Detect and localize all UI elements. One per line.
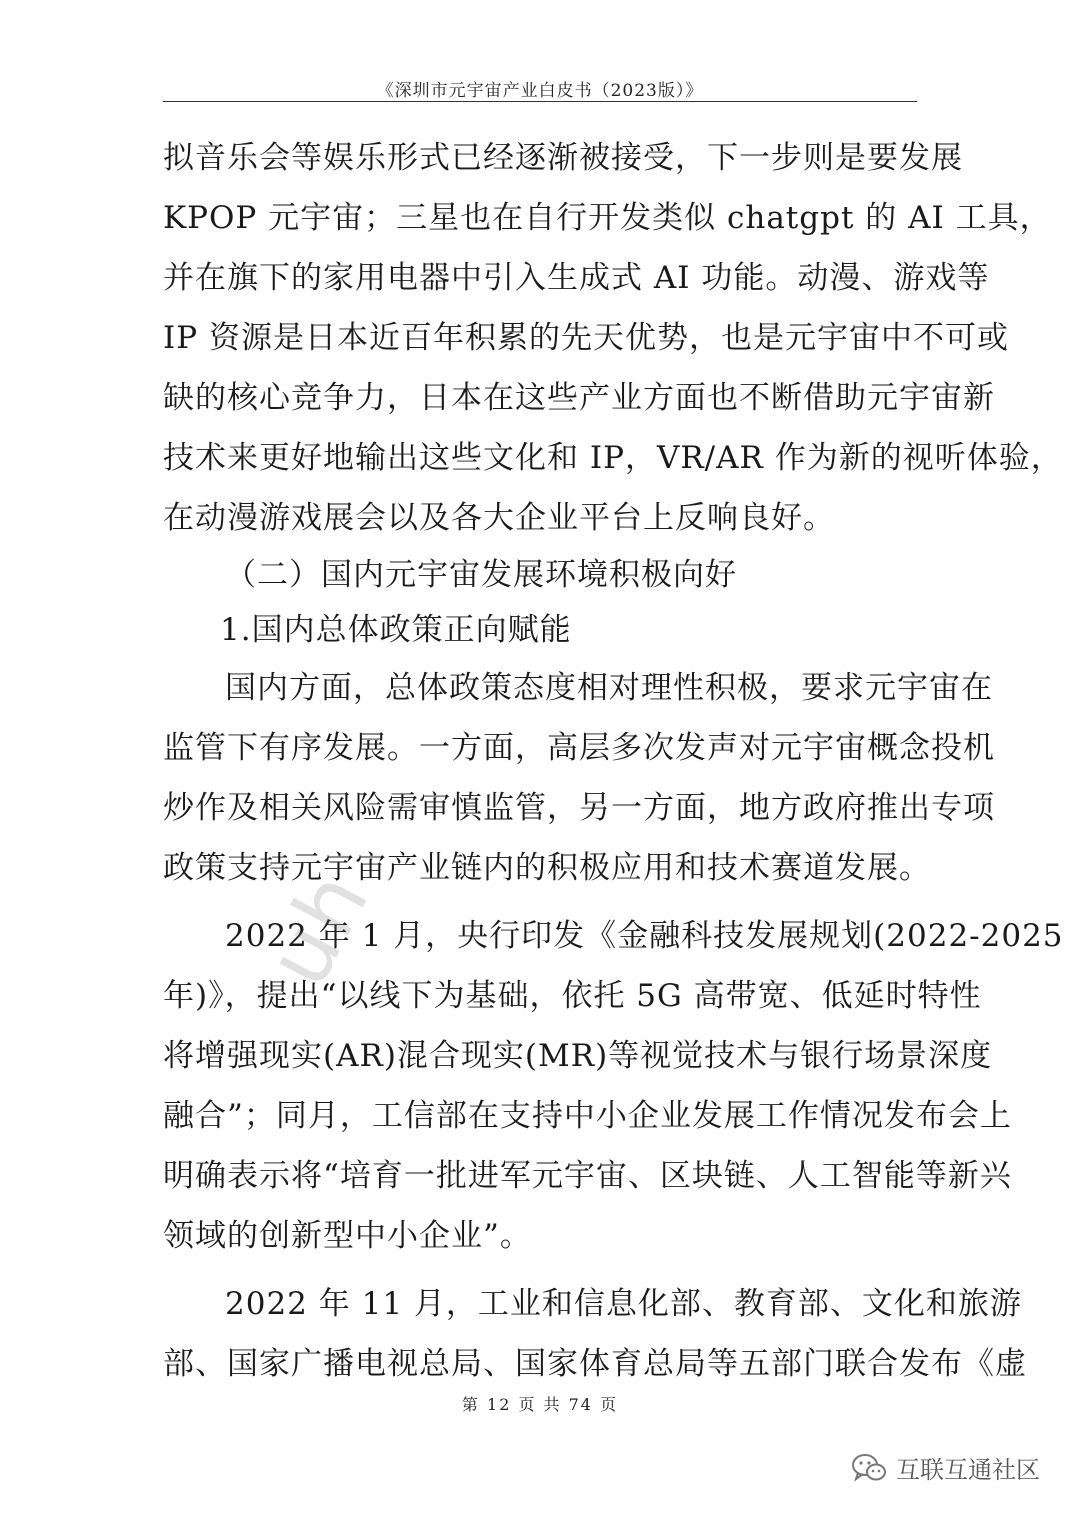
text-line: 融合”；同月，工信部在支持中小企业发展工作情况发布会上 xyxy=(163,1098,1012,1134)
text-line: 2022 年 1 月，央行印发《金融科技发展规划(2022-2025 xyxy=(225,918,1064,954)
text-line: 将增强现实(AR)混合现实(MR)等视觉技术与银行场景深度 xyxy=(163,1038,993,1074)
source-name: 互联互通社区 xyxy=(896,1456,1040,1484)
document-body xyxy=(163,128,1064,1394)
source-attribution xyxy=(852,1450,1040,1485)
text-line: 2022 年 11 月，工业和信息化部、教育部、文化和旅游 xyxy=(225,1286,1022,1322)
text-line: 炒作及相关风险需审慎监管，另一方面，地方政府推出专项 xyxy=(163,790,995,826)
text-line: 技术来更好地输出这些文化和 IP，VR/AR 作为新的视听体验， xyxy=(163,440,1063,476)
watermark: uh xyxy=(248,855,390,1002)
page-number: 第 12 页 共 74 页 xyxy=(461,1395,619,1414)
text-line: 部、国家广播电视总局、国家体育总局等五部门联合发布《虚 xyxy=(163,1346,1027,1382)
text-line: 明确表示将“培育一批进军元宇宙、区块链、人工智能等新兴 xyxy=(163,1158,1012,1194)
text-line: 在动漫游戏展会以及各大企业平台上反响良好。 xyxy=(163,500,835,536)
text-line: 领域的创新型中小企业”。 xyxy=(163,1218,532,1254)
text-line: KPOP 元宇宙；三星也在自行开发类似 chatgpt 的 AI 工具， xyxy=(163,200,1052,236)
header-divider xyxy=(163,101,917,102)
paragraph-gap xyxy=(163,1266,923,1274)
document-header: 《深圳市元宇宙产业白皮书（2023版）》 xyxy=(376,81,704,101)
text-line: 国内方面，总体政策态度相对理性积极，要求元宇宙在 xyxy=(225,670,993,706)
text-line: 缺的核心竞争力，日本在这些产业方面也不断借助元宇宙新 xyxy=(163,380,995,416)
wechat-icon xyxy=(852,1453,886,1483)
section-heading: （二）国内元宇宙发展环境积极向好 xyxy=(225,557,737,593)
subsection-heading: 1.国内总体政策正向赋能 xyxy=(220,612,572,648)
text-line: 并在旗下的家用电器中引入生成式 AI 功能。动漫、游戏等 xyxy=(163,260,990,296)
text-line: 监管下有序发展。一方面，高层多次发声对元宇宙概念投机 xyxy=(163,730,995,766)
text-line: 政策支持元宇宙产业链内的积极应用和技术赛道发展。 xyxy=(163,850,931,886)
text-line: 年)》，提出“以线下为基础，依托 5G 高带宽、低延时特性 xyxy=(163,978,982,1014)
text-line: 拟音乐会等娱乐形式已经逐渐被接受，下一步则是要发展 xyxy=(163,140,963,176)
text-line: IP 资源是日本近百年积累的先天优势，也是元宇宙中不可或 xyxy=(163,320,1009,356)
